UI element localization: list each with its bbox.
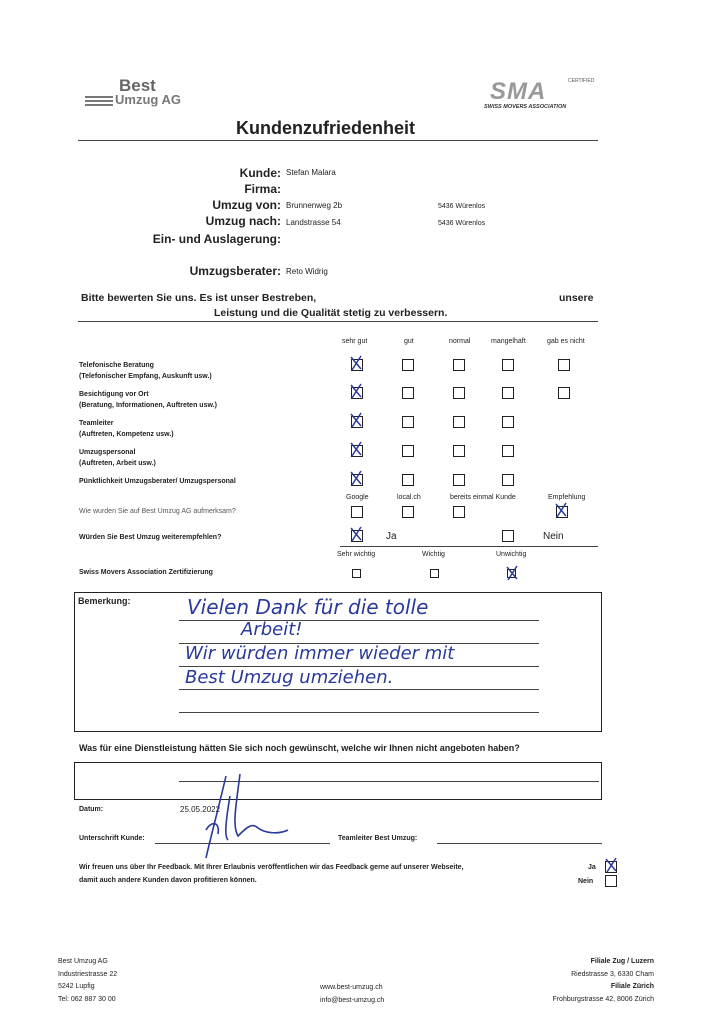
von-value: Brunnenweg 2b — [286, 201, 343, 210]
besichtigung-normal-checkbox[interactable] — [453, 387, 465, 399]
logo-line1: Best — [119, 76, 156, 95]
kunde-label: Kunde: — [239, 166, 281, 180]
aware-google-checkbox[interactable] — [351, 506, 363, 518]
feedback-no-label: Nein — [578, 878, 594, 885]
remarks-line-3: Wir würden immer wieder mit — [185, 643, 455, 664]
berater-value: Reto Widrig — [286, 267, 328, 276]
footer-branch-zug-address: Riedstrasse 3, 6330 Cham — [571, 970, 654, 978]
recommend-yes-label: Ja — [386, 531, 397, 542]
remarks-label: Bemerkung: — [78, 596, 131, 606]
signature-kunde-label: Unterschrift Kunde: — [79, 835, 145, 842]
recommend-underline — [340, 546, 598, 547]
check-mark-icon — [349, 470, 363, 486]
aware-kunde-label: bereits einmal Kunde — [450, 494, 516, 501]
check-mark-icon — [554, 502, 568, 518]
feedback-line1: Wir freuen uns über Ihr Feedback. Mit Ihrer Erlaubnis veröffentlichen wir das Feedback gerne auf unserer Webseite, — [79, 864, 464, 871]
feedback-no-checkbox[interactable] — [605, 875, 617, 887]
remarks-rule — [179, 712, 539, 713]
sma-subtitle: SWISS MOVERS ASSOCIATION — [484, 104, 567, 110]
footer-branch-zuerich-address: Frohburgstrasse 42, 8006 Zürich — [552, 995, 654, 1003]
besichtigung-gut-checkbox[interactable] — [402, 387, 414, 399]
remarks-line-1: Vielen Dank für die tolle — [187, 595, 429, 619]
footer-phone: Tel: 062 887 30 00 — [58, 995, 116, 1003]
aware-local-checkbox[interactable] — [402, 506, 414, 518]
check-mark-icon — [349, 441, 363, 457]
puenktlichkeit-mangelhaft-checkbox[interactable] — [502, 474, 514, 486]
datum-label: Datum: — [79, 806, 104, 813]
sma-text: SMA — [490, 78, 547, 105]
footer-website-link[interactable]: www.best-umzug.ch — [320, 984, 383, 991]
aware-kunde-checkbox[interactable] — [453, 506, 465, 518]
nach-value: Landstrasse 54 — [286, 218, 341, 227]
cert-wichtig-label: Wichtig — [422, 551, 445, 558]
remarks-line-4: Best Umzug umziehen. — [185, 667, 394, 688]
feedback-line2: damit auch andere Kunden davon profitieren können. — [79, 877, 257, 884]
intro-underline — [78, 321, 598, 322]
aware-local-label: local.ch — [397, 494, 421, 501]
puenktlichkeit-gut-checkbox[interactable] — [402, 474, 414, 486]
check-mark-icon — [349, 355, 363, 371]
feedback-yes-label: Ja — [588, 864, 596, 871]
telefon-normal-checkbox[interactable] — [453, 359, 465, 371]
besichtigung-mangelhaft-checkbox[interactable] — [502, 387, 514, 399]
personal-gut-checkbox[interactable] — [402, 445, 414, 457]
header-mangelhaft: mangelhaft — [491, 338, 526, 345]
footer-branch-zug-title: Filiale Zug / Luzern — [590, 958, 654, 965]
teamleiter-normal-checkbox[interactable] — [453, 416, 465, 428]
firma-label: Firma: — [244, 182, 281, 196]
row-besichtigung-title: Besichtigung vor Ort — [79, 391, 149, 398]
footer-branch-zuerich-title: Filiale Zürich — [610, 983, 654, 990]
header-sehr-gut: sehr gut — [342, 338, 368, 345]
footer-center — [320, 982, 384, 1007]
aware-question: Wie wurden Sie auf Best Umzug AG aufmerksam? — [79, 508, 236, 515]
footer-city: 5242 Lupfig — [58, 983, 95, 990]
puenktlichkeit-normal-checkbox[interactable] — [453, 474, 465, 486]
recommend-no-checkbox[interactable] — [502, 530, 514, 542]
company-logo — [85, 76, 200, 110]
cert-sehr-wichtig-checkbox[interactable] — [352, 569, 361, 578]
nach-label: Umzug nach: — [205, 214, 281, 228]
row-puenktlichkeit-title: Pünktlichkeit Umzugsberater/ Umzugspersonal — [79, 478, 236, 485]
header-gab-es-nicht: gab es nicht — [547, 338, 585, 345]
remarks-line-2: Arbeit! — [241, 619, 303, 640]
teamleiter-gut-checkbox[interactable] — [402, 416, 414, 428]
teamleiter-mangelhaft-checkbox[interactable] — [502, 416, 514, 428]
wish-box[interactable] — [74, 762, 602, 800]
row-teamleiter-sub: (Auftreten, Kompetenz usw.) — [79, 431, 174, 438]
sma-logo — [484, 78, 594, 112]
signature-teamleiter-line — [437, 843, 602, 844]
kunde-value: Stefan Malara — [286, 168, 336, 177]
intro-line2: Leistung und die Qualität stetig zu verbessern. — [214, 307, 448, 319]
personal-mangelhaft-checkbox[interactable] — [502, 445, 514, 457]
cert-sehr-wichtig-label: Sehr wichtig — [337, 551, 376, 558]
telefon-gut-checkbox[interactable] — [402, 359, 414, 371]
lager-label: Ein- und Auslagerung: — [152, 232, 281, 246]
besichtigung-gab-es-nicht-checkbox[interactable] — [558, 387, 570, 399]
personal-normal-checkbox[interactable] — [453, 445, 465, 457]
remarks-rule — [179, 689, 539, 690]
sma-badge: CERTIFIED — [568, 78, 595, 84]
footer-street: Industriestrasse 22 — [58, 970, 118, 978]
intro-line1: Bitte bewerten Sie uns. Es ist unser Bestreben, — [81, 292, 317, 304]
row-personal-title: Umzugspersonal — [79, 449, 136, 456]
check-mark-icon — [349, 412, 363, 428]
recommend-question: Würden Sie Best Umzug weiterempfehlen? — [79, 534, 222, 541]
signature-teamleiter-label: Teamleiter Best Umzug: — [338, 835, 418, 842]
von-city: 5436 Würenlos — [438, 203, 486, 210]
remarks-rule — [179, 620, 539, 621]
cert-question: Swiss Movers Association Zertifizierung — [79, 569, 213, 576]
footer-left — [58, 956, 117, 1006]
row-besichtigung-sub: (Beratung, Informationen, Auftreten usw.) — [79, 402, 217, 409]
von-label: Umzug von: — [212, 198, 281, 212]
title-underline — [78, 140, 598, 141]
check-mark-icon — [349, 526, 363, 542]
datum-value: 25.05.2022 — [180, 805, 221, 814]
logo-stripes — [85, 96, 113, 106]
check-mark-icon — [505, 565, 519, 581]
footer-email-link[interactable]: info@best-umzug.ch — [320, 996, 385, 1004]
footer-right — [552, 956, 654, 1006]
aware-empfehlung-label: Empfehlung — [548, 494, 586, 501]
customer-signature — [196, 770, 292, 862]
check-mark-icon — [604, 857, 618, 873]
berater-label: Umzugsberater: — [189, 264, 281, 278]
row-telefon-title: Telefonische Beratung — [79, 362, 154, 369]
check-mark-icon — [349, 383, 363, 399]
header-gut: gut — [404, 338, 414, 345]
cert-unwichtig-label: Unwichtig — [496, 551, 527, 558]
telefon-mangelhaft-checkbox[interactable] — [502, 359, 514, 371]
cert-wichtig-checkbox[interactable] — [430, 569, 439, 578]
wish-question: Was für eine Dienstleistung hätten Sie sich noch gewünscht, welche wir Ihnen nicht angeboten haben? — [79, 743, 520, 753]
footer-company: Best Umzug AG — [58, 958, 108, 965]
remarks-box[interactable] — [74, 592, 602, 732]
logo-line2: Umzug AG — [115, 92, 181, 107]
row-personal-sub: (Auftreten, Arbeit usw.) — [79, 460, 156, 467]
header-normal: normal — [449, 338, 471, 345]
telefon-gab-es-nicht-checkbox[interactable] — [558, 359, 570, 371]
row-telefon-sub: (Telefonischer Empfang, Auskunft usw.) — [79, 373, 212, 380]
recommend-no-label: Nein — [543, 531, 564, 542]
page-title: Kundenzufriedenheit — [236, 118, 415, 138]
nach-city: 5436 Würenlos — [438, 220, 486, 227]
aware-google-label: Google — [346, 494, 369, 501]
intro-line1-right: unsere — [559, 292, 594, 304]
row-teamleiter-title: Teamleiter — [79, 420, 114, 427]
